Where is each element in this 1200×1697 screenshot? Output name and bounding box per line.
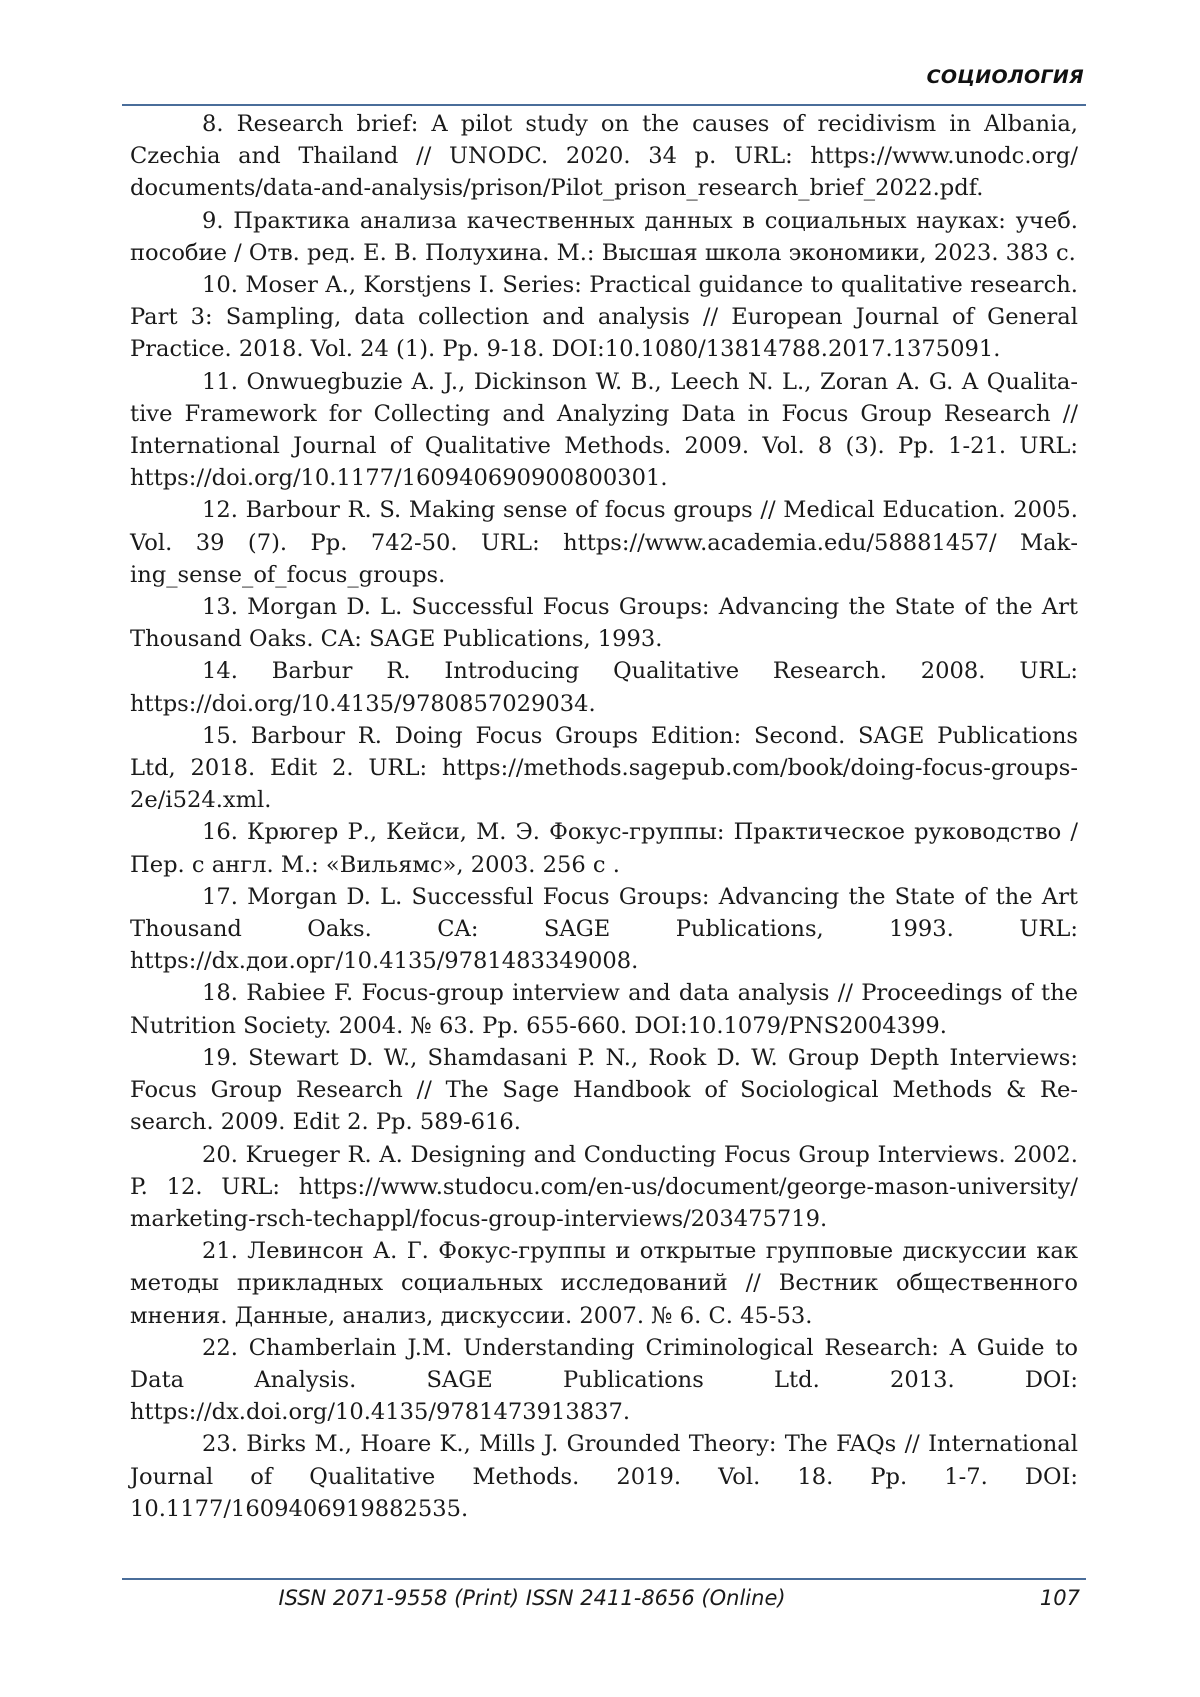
- reference-item: 14. Barbur R. Introducing Qualitative Research. 2008. URL: https://doi.org/10.4135/9780857029034.: [130, 658, 1078, 717]
- reference-item: 20. Krueger R. A. Designing and Conducting Focus Group Interviews. 2002. P. 12. URL: https://www.studocu.com/en-us/document/george-mason-​university/​marketing-rsch-techappl/​focus-group-interviews/203475719.: [130, 1141, 1078, 1232]
- header-divider: [122, 104, 1086, 106]
- reference-item: 19. Stewart D. W., Shamdasani P. N., Rook D. W. Group Depth Interviews: Focus Group Research // The Sage Handbook of Sociological Methods & Research. 2009. Edit 2. Pp. 589-616.: [130, 1044, 1078, 1136]
- reference-item: 18. Rabiee F. Focus-group interview and data analysis // Proceedings of the Nutrition Society. 2004. № 63. Pp. 655-660. DOI:10.1079/PNS2004399.: [130, 980, 1078, 1039]
- reference-item: 11. Onwuegbuzie A. J., Dickinson W. B., Leech N. L., Zoran A. G. A Qualitative Framework for Collecting and Analyzing Data in Focus Group Research // International Journal of Qualitative Methods. 2009. Vol. 8 (3). Pp. 1-21. URL: https://doi.org/10.1177/160940690900800301.: [130, 368, 1078, 492]
- reference-item: 22. Chamberlain J.M. Understanding Criminological Research: A Guide to Data Analysis. SAGE Publications Ltd. 2013. DOI: https://dx.doi.org/10.4135/9781473913837.: [130, 1334, 1078, 1426]
- reference-list: [130, 108, 1078, 1525]
- page-footer: [122, 1586, 1084, 1620]
- reference-item: 23. Birks M., Hoare K., Mills J. Grounded Theory: The FAQs // International Journal of Qualitative Methods. 2019. Vol. 18. Pp. 1-7. DOI: 10.1177/1609406919882535.: [130, 1431, 1078, 1522]
- reference-item: 17. Morgan D. L. Successful Focus Groups: Advancing the State of the Art Thousand Oaks. CA: SAGE Publications, 1993. URL: https://dx.дои.орг/10.4135/9781483349008.: [130, 883, 1078, 975]
- reference-item: 8. Research brief: A pilot study on the causes of recidivism in Albania, Czechia and Thailand // UNODC. 2020. 34 p. URL: https://www.unodc.org/​documents/​data-and-analysis/​prison/​Pilot_prison_research_brief_2022.pdf.: [130, 111, 1078, 202]
- reference-item: 9. Практика анализа качественных данных в социальных науках: учеб. пособие / Отв. ред. Е. В. Полухина. М.: Высшая школа экономики, 2023. 383 с.: [130, 207, 1078, 266]
- footer-divider: [122, 1578, 1086, 1580]
- issn-line: ISSN 2071-9558 (Print) ISSN 2411-8656 (Online): [278, 1586, 786, 1610]
- reference-item: 13. Morgan D. L. Successful Focus Groups: Advancing the State of the Art Thousand Oaks. CA: SAGE Publications, 1993.: [130, 594, 1078, 653]
- reference-item: 16. Крюгер Р., Кейси, М. Э. Фокус-группы: Практическое руководство / Пер. с англ. М.: «Вильямс», 2003. 256 с .: [130, 819, 1078, 878]
- section-header: СОЦИОЛОГИЯ: [926, 66, 1084, 88]
- reference-item: 21. Левинсон А. Г. Фокус-группы и открытые групповые дискуссии как методы прикладных социальных исследований // Вестник общественного мнения. Данные, анализ, дискуссии. 2007. № 6. С. 45-53.: [130, 1238, 1078, 1329]
- reference-item: 10. Moser A., Korstjens I. Series: Practical guidance to qualitative research. Part 3: Sampling, data collection and analysis // European Journal of General Practice. 2018. Vol. 24 (1). Pp. 9-18. DOI:10.1080/13814788.2017.1375091.: [130, 272, 1078, 363]
- reference-item: 12. Barbour R. S. Making sense of focus groups // Medical Education. 2005. Vol. 39 (7). Pp. 742-50. URL: https://www.academia.edu/58881457/ Making_sense_of_focus_groups.: [130, 497, 1078, 588]
- reference-item: 15. Barbour R. Doing Focus Groups Edition: Second. SAGE Publications Ltd, 2018. Edit 2. URL: https://methods.sagepub.com/book/doing-focus-​groups-2e/i524.xml.: [130, 722, 1078, 814]
- page-number: 107: [1039, 1586, 1080, 1610]
